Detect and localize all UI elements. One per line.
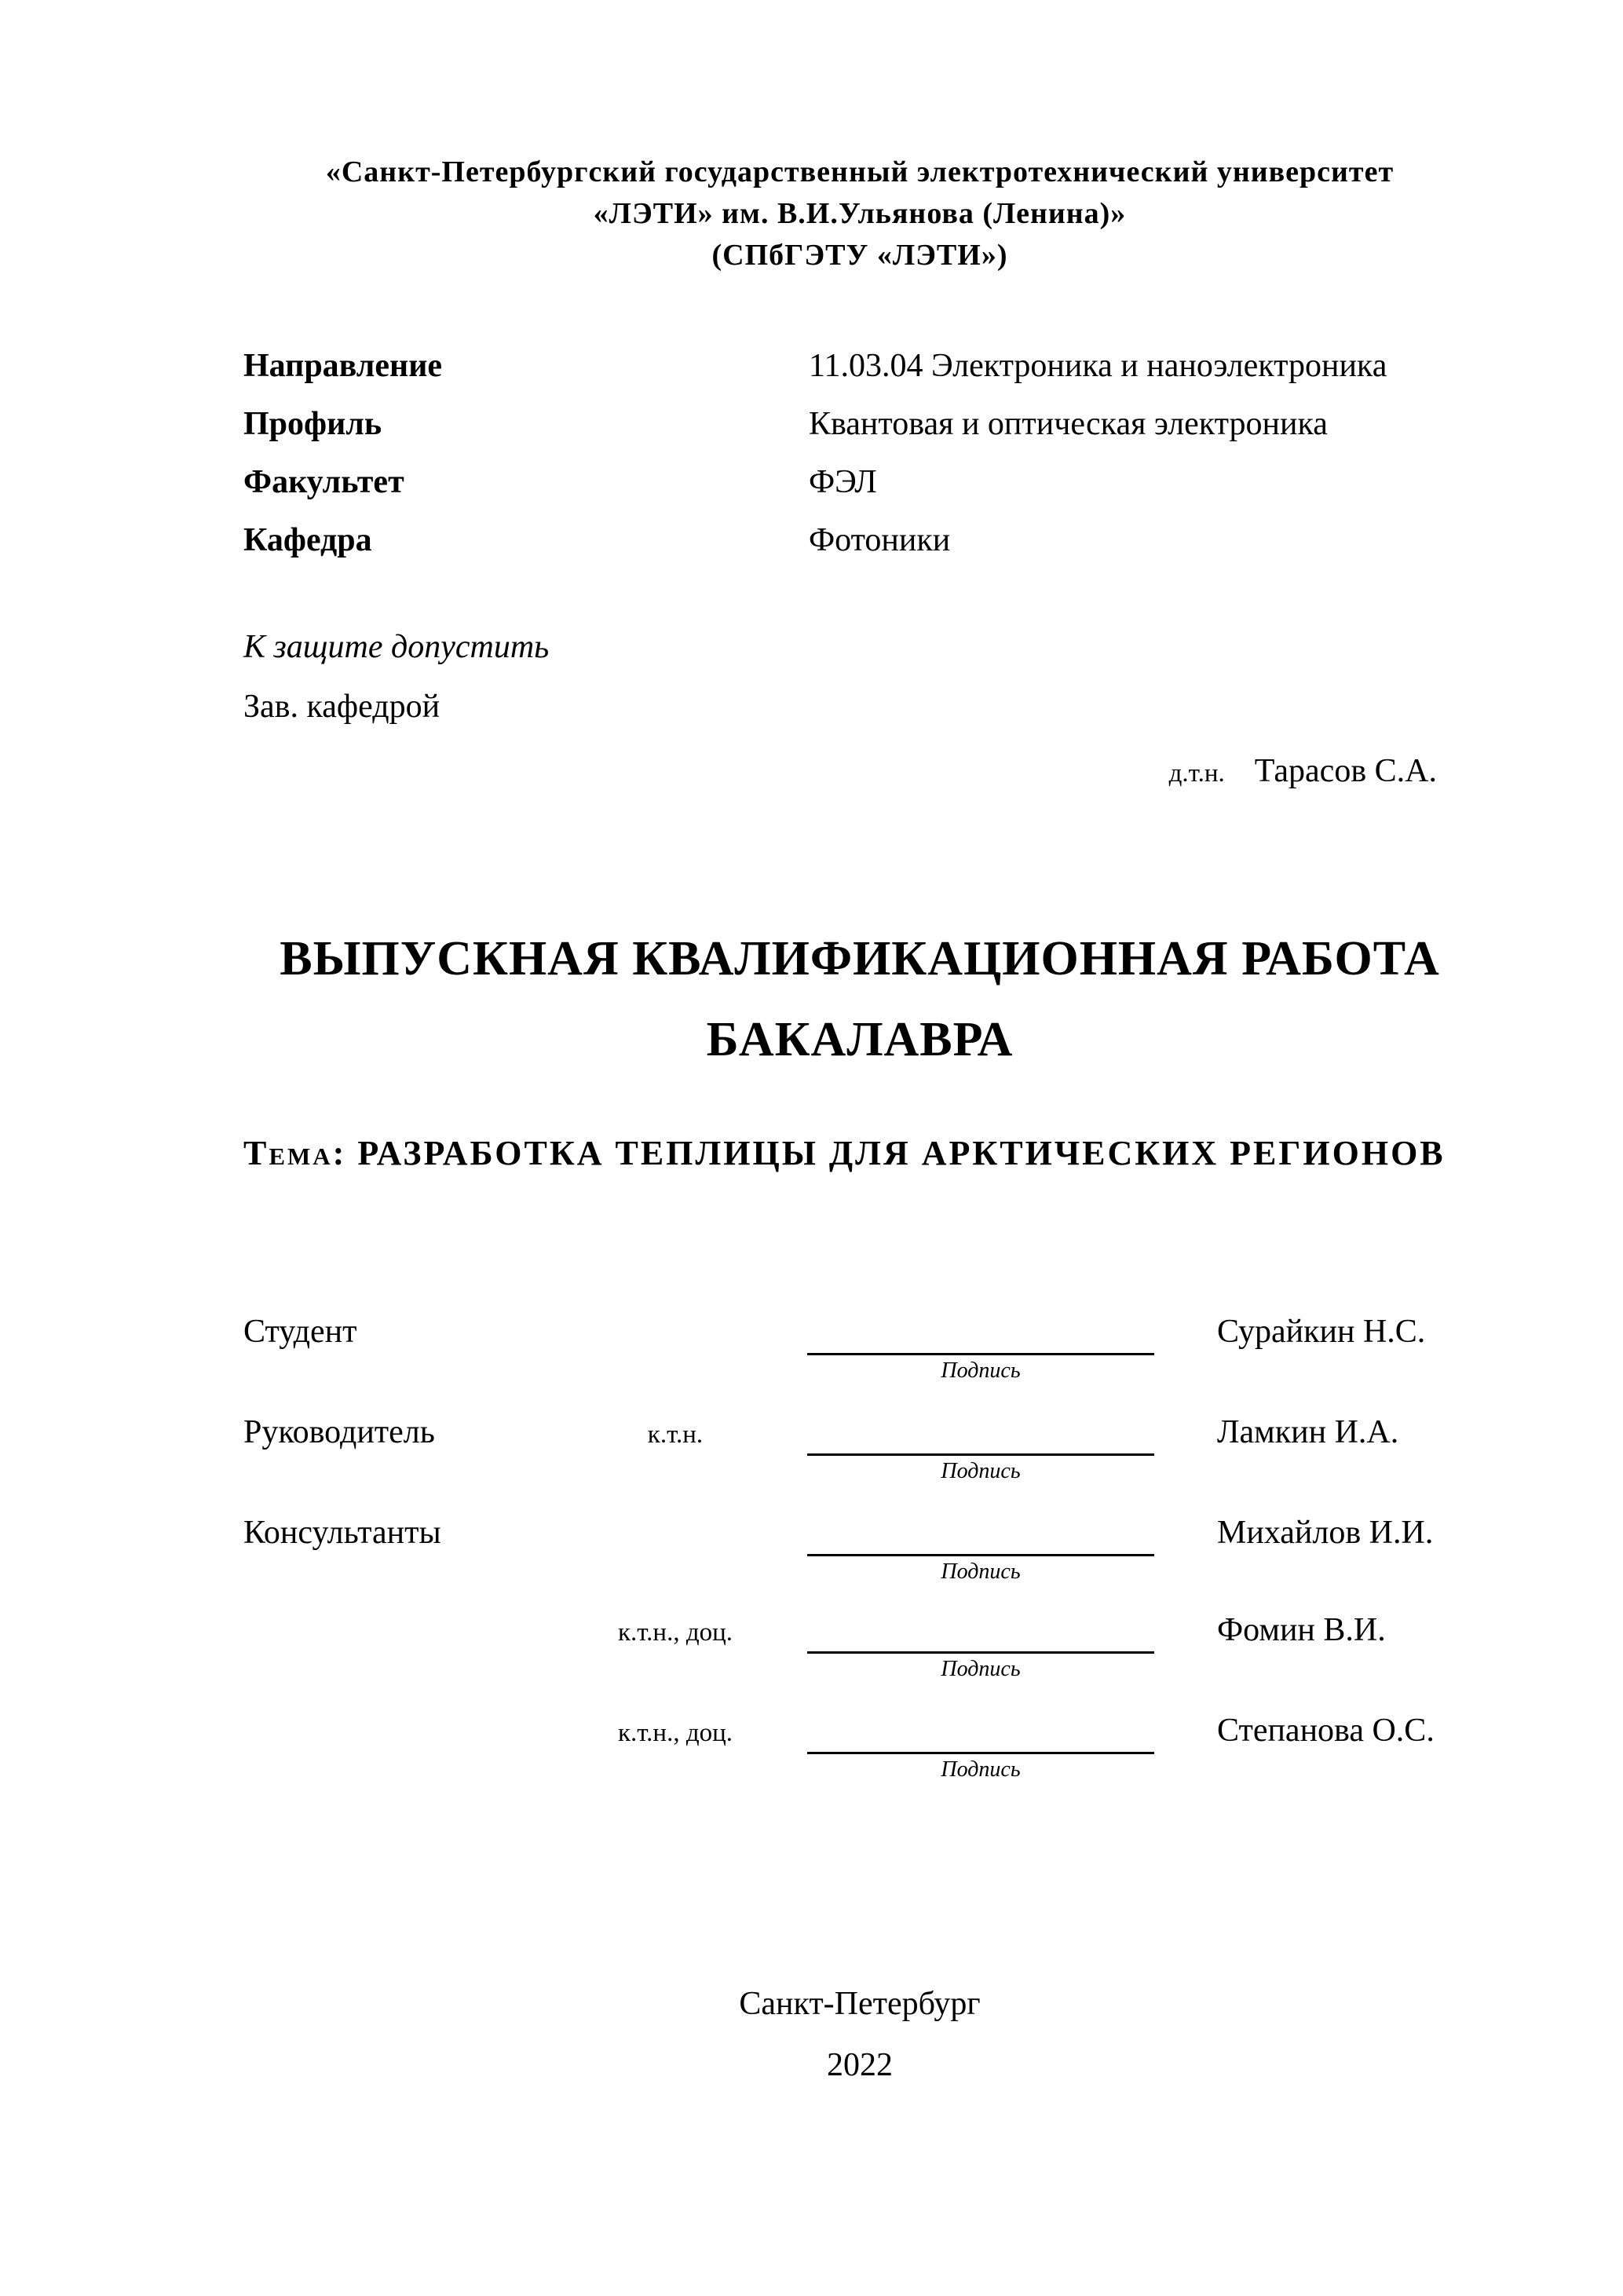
signature-row-student [0, 1313, 1623, 1399]
footer-year: 2022 [827, 2047, 893, 2083]
signature-caption: Подпись [941, 1559, 1021, 1584]
field-value: 11.03.04 Электроника и наноэлектроника [809, 348, 1387, 384]
info-field-profile [0, 405, 1623, 446]
field-label: Кафедра [243, 522, 372, 558]
signature-role: Руководитель [243, 1414, 435, 1450]
signature-area [807, 1752, 1154, 1782]
signature-role: Консультанты [243, 1515, 441, 1551]
university-name-line-3: (СПбГЭТУ «ЛЭТИ») [711, 239, 1008, 272]
signature-degree: к.т.н., доц. [617, 1618, 733, 1647]
work-title-line-2: БАКАЛАВРА [706, 1013, 1014, 1066]
signature-name: Фомин В.И. [1217, 1612, 1386, 1648]
department-head-line: Зав. кафедрой [243, 689, 440, 725]
department-head-signature-line [707, 752, 1437, 790]
signature-row-consultant-3 [0, 1712, 1623, 1798]
university-name-line-2: «ЛЭТИ» им. В.И.Ульянова (Ленина)» [593, 197, 1127, 230]
signature-line [807, 1554, 1154, 1556]
signature-row-supervisor [0, 1413, 1623, 1500]
theme-line [243, 1133, 1576, 1173]
signature-name: Ламкин И.А. [1217, 1414, 1399, 1450]
head-name: Тарасов С.А. [1254, 753, 1437, 789]
signature-line [807, 1453, 1154, 1456]
signature-degree: к.т.н. [647, 1420, 704, 1449]
signature-row-consultant-1 [0, 1514, 1623, 1600]
signature-area [807, 1651, 1154, 1682]
field-label: Направление [243, 348, 443, 384]
info-field-department [0, 521, 1623, 562]
info-field-faculty [0, 463, 1623, 504]
field-value: Квантовая и оптическая электроника [809, 406, 1328, 442]
info-field-direction [0, 347, 1623, 388]
field-label: Профиль [243, 406, 382, 442]
field-value: ФЭЛ [809, 464, 877, 500]
signature-caption: Подпись [941, 1358, 1021, 1383]
signature-caption: Подпись [941, 1657, 1021, 1681]
signature-line [807, 1353, 1154, 1355]
signature-line [807, 1752, 1154, 1754]
field-label: Факультет [243, 464, 404, 500]
footer-city: Санкт-Петербург [739, 1986, 981, 2022]
signature-caption: Подпись [941, 1757, 1021, 1782]
university-header [165, 152, 1555, 276]
signature-area [807, 1453, 1154, 1484]
signature-name: Михайлов И.И. [1217, 1515, 1434, 1551]
signature-degree: к.т.н., доц. [617, 1719, 733, 1747]
theme-label: Тема: [243, 1134, 347, 1172]
signature-role: Студент [243, 1314, 357, 1350]
signature-line [807, 1651, 1154, 1654]
university-name-line-1: «Санкт-Петербургский государственный электротехнический университет [325, 155, 1395, 188]
theme-text: РАЗРАБОТКА ТЕПЛИЦЫ ДЛЯ АРКТИЧЕСКИХ РЕГИОНОВ [357, 1134, 1446, 1172]
signature-row-consultant-2 [0, 1611, 1623, 1698]
work-title-line-1: ВЫПУСКНАЯ КВАЛИФИКАЦИОННАЯ РАБОТА [280, 932, 1440, 985]
signature-caption: Подпись [941, 1459, 1021, 1483]
field-value: Фотоники [809, 522, 951, 558]
signature-area [807, 1353, 1154, 1384]
head-degree: д.т.н. [1168, 759, 1225, 788]
admission-permit-line: К защите допустить [243, 629, 550, 665]
signature-name: Сурайкин Н.С. [1217, 1314, 1426, 1350]
signature-area [807, 1554, 1154, 1585]
signature-name: Степанова О.С. [1217, 1713, 1435, 1749]
